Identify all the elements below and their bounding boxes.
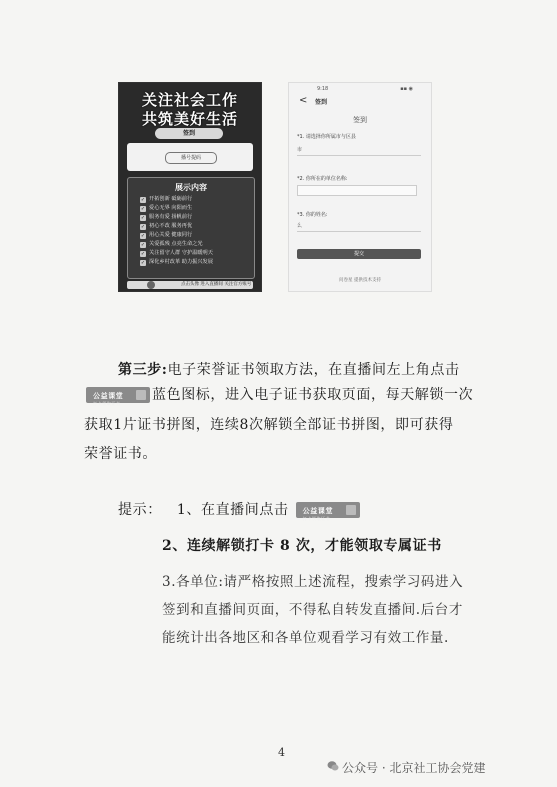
provider-link[interactable]: 问卷星 提供技术支持 [339,278,381,283]
check-icon: ✓ [140,250,146,257]
poster-content-item: ✓ 爱心无界 向阳而生 [140,205,193,212]
avatar-icon [147,281,155,289]
question-unit: *2. 你所在的单位名称: [297,176,348,182]
check-icon: ✓ [140,259,146,266]
poster-content-box [127,177,255,279]
step3-line1: 第三步:电子荣誉证书领取方法，在直播间左上角点击 [118,362,460,378]
page-number: 4 [278,746,285,759]
back-icon[interactable]: < [299,95,308,106]
note-line1: 3.各单位:请严格按照上述流程，搜索学习码进入 [162,574,464,590]
tip-line2: 2、连续解锁打卡 8 次，才能领取专属证书 [162,538,442,554]
form-title: 签到 [353,116,367,124]
question-name: *3. 你的姓名: [297,212,328,218]
poster-screenshot [118,82,262,292]
poster-content-title: 展示内容 [175,183,207,192]
poster-sign-button[interactable]: 签到 [155,128,223,139]
poster-code-card [127,143,253,171]
submit-button[interactable]: 提交 [297,249,421,259]
note-line3: 能统计出各地区和各单位观看学习有效工作量. [162,630,449,646]
check-icon: ✓ [140,205,146,212]
poster-content-item: ✓ 关爱孤残 点亮生命之光 [140,241,203,248]
poster-title-line1: 关注社会工作 [141,91,238,109]
wechat-icon [327,760,339,772]
poster-content-item: ✓ 用心关爱 健康同行 [140,232,193,239]
public-class-banner[interactable]: 公益课堂 打卡领取证书 [86,387,150,403]
note-line2: 签到和直播间页面，不得私自转发直播间.后台才 [162,602,463,618]
unit-input[interactable] [297,185,417,196]
status-icons: ▪▪ ◉ [400,86,413,92]
poster-footer-text: 点击头像 进入直播间 关注官方账号 [181,282,252,287]
step3-line2: 公益课堂 打卡领取证书 蓝色图标，进入电子证书获取页面，每天解锁一次 [84,387,473,403]
book-icon [136,390,146,400]
check-icon: ✓ [140,232,146,239]
check-icon: ✓ [140,214,146,221]
poster-content-item: ✓ 初心不改 服务再优 [140,223,193,230]
step3-line3: 获取1片证书拼图，连续8次解锁全部证书拼图，即可获得 [84,417,454,433]
signin-screenshot [288,82,432,292]
step3-line4: 荣誉证书。 [84,446,157,462]
nav-title: 签到 [315,99,328,106]
poster-content-item: ✓ 深化乡村改革 助力振兴发展 [140,259,213,266]
public-class-banner[interactable]: 公益课堂 打卡领取证书 [296,502,360,518]
question-region: *1. 请选择你所属市与区县 [297,134,356,140]
tip1-text: 1、在直播间点击 [176,502,289,518]
step3-label: 第三步: [118,362,168,378]
name-input[interactable]: 么 [297,221,421,232]
tip-line1 [118,502,362,521]
region-field[interactable]: 市 [297,145,421,156]
poster-content-item: ✓ 服务有爱 扬帆前行 [140,214,193,221]
tip-label: 提示： [118,502,162,518]
poster-content-item: ✓ 关注留守人群 守护温暖明天 [140,250,213,257]
poster-content-item: ✓ 开拓创新 砥砺前行 [140,196,193,203]
poster-footer[interactable] [127,281,253,289]
poster-content-list [140,195,248,267]
status-time: 9:18 [317,86,329,92]
book-icon [346,505,356,515]
check-icon: ✓ [140,223,146,230]
poster-code-button[interactable]: 播号提码 [165,152,217,164]
watermark: 公众号 · 北京社工协会党建 [342,761,486,775]
check-icon: ✓ [140,241,146,248]
poster-title-line2: 共筑美好生活 [141,110,238,128]
check-icon: ✓ [140,196,146,203]
